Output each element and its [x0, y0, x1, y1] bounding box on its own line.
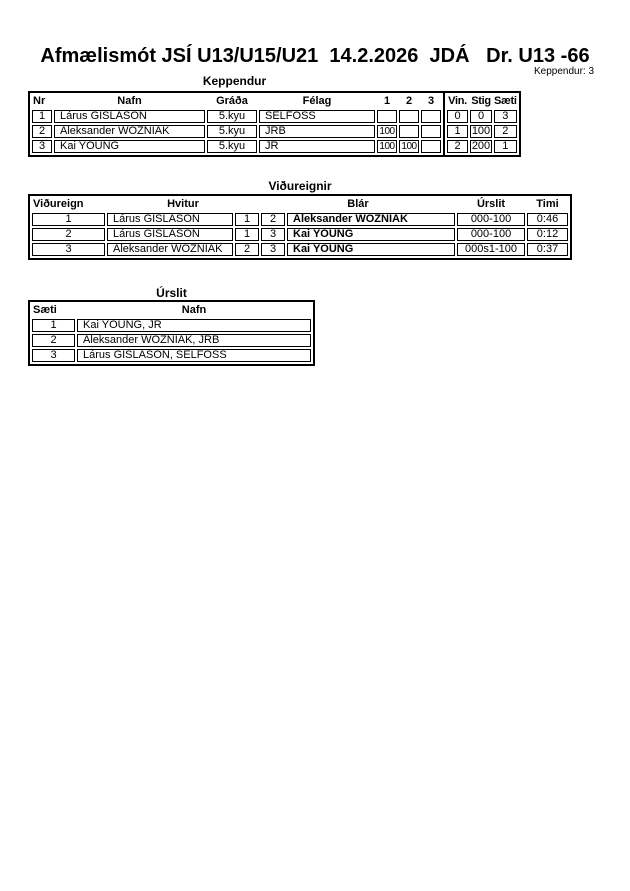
col-header-felag: Félag [302, 95, 332, 107]
competitor-count-label: Keppendur: 3 [534, 66, 595, 77]
cell-m3 [421, 125, 441, 138]
cell-blar-nr: 2 [261, 213, 285, 226]
col-header-grada: Gráða [216, 95, 248, 107]
keppendur-table-left [30, 93, 443, 155]
cell-m3 [421, 140, 441, 153]
cell-m1: 100 [377, 140, 397, 153]
col-header-vidureign: Viðureign [33, 198, 84, 210]
cell-stig: 0 [470, 110, 492, 123]
cell-m2: 100 [399, 140, 419, 153]
col-header-timi: Timi [536, 198, 559, 210]
keppendur-header-row [32, 95, 441, 108]
standings-row [447, 140, 517, 153]
keppendur-table [28, 91, 521, 157]
cell-saeti: 3 [494, 110, 517, 123]
col-header-nafn: Nafn [117, 95, 142, 107]
cell-nr: 2 [32, 125, 52, 138]
col-header-saeti: Sæti [33, 304, 57, 316]
cell-nafn: Lárus GÍSLASON, SELFOSS [77, 349, 311, 362]
vidureignir-header-row [32, 198, 568, 211]
competitor-row [32, 110, 441, 123]
keppendur-table-right [445, 93, 519, 155]
page-title: Afmælismót JSÍ U13/U15/U21 14.2.2026 JDÁ Dr. U13 -66 [40, 45, 590, 67]
final-standing-row [32, 319, 311, 332]
cell-blar-name: Kai YOUNG [287, 243, 455, 256]
cell-timi: 0:37 [527, 243, 568, 256]
cell-nafn: Lárus GÍSLASON [54, 110, 205, 123]
cell-m1 [377, 110, 397, 123]
cell-vin: 1 [447, 125, 468, 138]
cell-nafn: Aleksander WOZNIAK, JRB [77, 334, 311, 347]
cell-saeti: 2 [494, 125, 517, 138]
urslit-table [28, 300, 315, 366]
cell-hvitur-name: Lárus GÍSLASON [107, 213, 233, 226]
competitor-row [32, 125, 441, 138]
col-header-m1: 1 [383, 95, 391, 107]
cell-felag: SELFOSS [259, 110, 375, 123]
cell-hvitur-nr: 1 [235, 228, 259, 241]
cell-m2 [399, 110, 419, 123]
col-header-m3: 3 [427, 95, 435, 107]
final-standing-row [32, 334, 311, 347]
cell-nafn: Aleksander WOZNIAK [54, 125, 205, 138]
match-row [32, 243, 568, 256]
cell-saeti: 3 [32, 349, 75, 362]
col-header-nafn: Nafn [181, 304, 207, 316]
cell-match-nr: 3 [32, 243, 105, 256]
cell-saeti: 1 [494, 140, 517, 153]
cell-urslit: 000s1-100 [457, 243, 525, 256]
keppendur-standings-divider [443, 93, 519, 155]
cell-blar-nr: 3 [261, 243, 285, 256]
cell-match-nr: 1 [32, 213, 105, 226]
col-header-hvitur: Hvitur [167, 198, 199, 210]
col-header-urslit: Úrslit [476, 198, 506, 210]
col-header-stig: Stig [471, 95, 491, 107]
keppendur-standings-header-row [447, 95, 517, 108]
col-header-nr: Nr [33, 95, 46, 107]
final-standing-row [32, 349, 311, 362]
competitor-row [32, 140, 441, 153]
cell-stig: 100 [471, 125, 491, 137]
col-header-m2: 2 [405, 95, 413, 107]
cell-grada: 5.kyu [207, 140, 257, 153]
keppendur-heading: Keppendur [202, 74, 267, 88]
cell-timi: 0:46 [527, 213, 568, 226]
cell-hvitur-name: Aleksander WOZNIAK [107, 243, 233, 256]
cell-grada: 5.kyu [207, 110, 257, 123]
cell-hvitur-name: Lárus GÍSLASON [107, 228, 233, 241]
col-header-vin: Vin. [448, 95, 467, 107]
cell-blar-name: Kai YOUNG [287, 228, 455, 241]
cell-hvitur-nr: 1 [235, 213, 259, 226]
match-row [32, 213, 568, 226]
urslit-heading: Úrslit [156, 286, 187, 300]
cell-grada: 5.kyu [207, 125, 257, 138]
cell-nr: 1 [32, 110, 52, 123]
cell-m2 [399, 125, 419, 138]
cell-felag: JR [259, 140, 375, 153]
cell-saeti: 1 [32, 319, 75, 332]
vidureignir-heading: Viðureignir [268, 179, 332, 193]
col-header-blar: Blár [347, 198, 369, 210]
cell-hvitur-nr: 2 [235, 243, 259, 256]
cell-stig: 200 [471, 140, 491, 152]
vidureignir-table [28, 194, 572, 260]
cell-m1: 100 [377, 125, 397, 138]
cell-vin: 0 [447, 110, 468, 123]
cell-blar-nr: 3 [261, 228, 285, 241]
match-row [32, 228, 568, 241]
col-header-saeti: Sæti [494, 95, 517, 107]
cell-blar-name: Aleksander WOZNIAK [287, 213, 455, 226]
cell-urslit: 000-100 [457, 213, 525, 226]
cell-timi: 0:12 [527, 228, 568, 241]
cell-nafn: Kai YOUNG, JR [77, 319, 311, 332]
urslit-header-row [32, 304, 311, 317]
cell-saeti: 2 [32, 334, 75, 347]
cell-match-nr: 2 [32, 228, 105, 241]
cell-urslit: 000-100 [457, 228, 525, 241]
cell-m3 [421, 110, 441, 123]
standings-row [447, 125, 517, 138]
cell-nafn: Kai YOUNG [54, 140, 205, 153]
cell-vin: 2 [447, 140, 468, 153]
cell-nr: 3 [32, 140, 52, 153]
cell-felag: JRB [259, 125, 375, 138]
standings-row [447, 110, 517, 123]
